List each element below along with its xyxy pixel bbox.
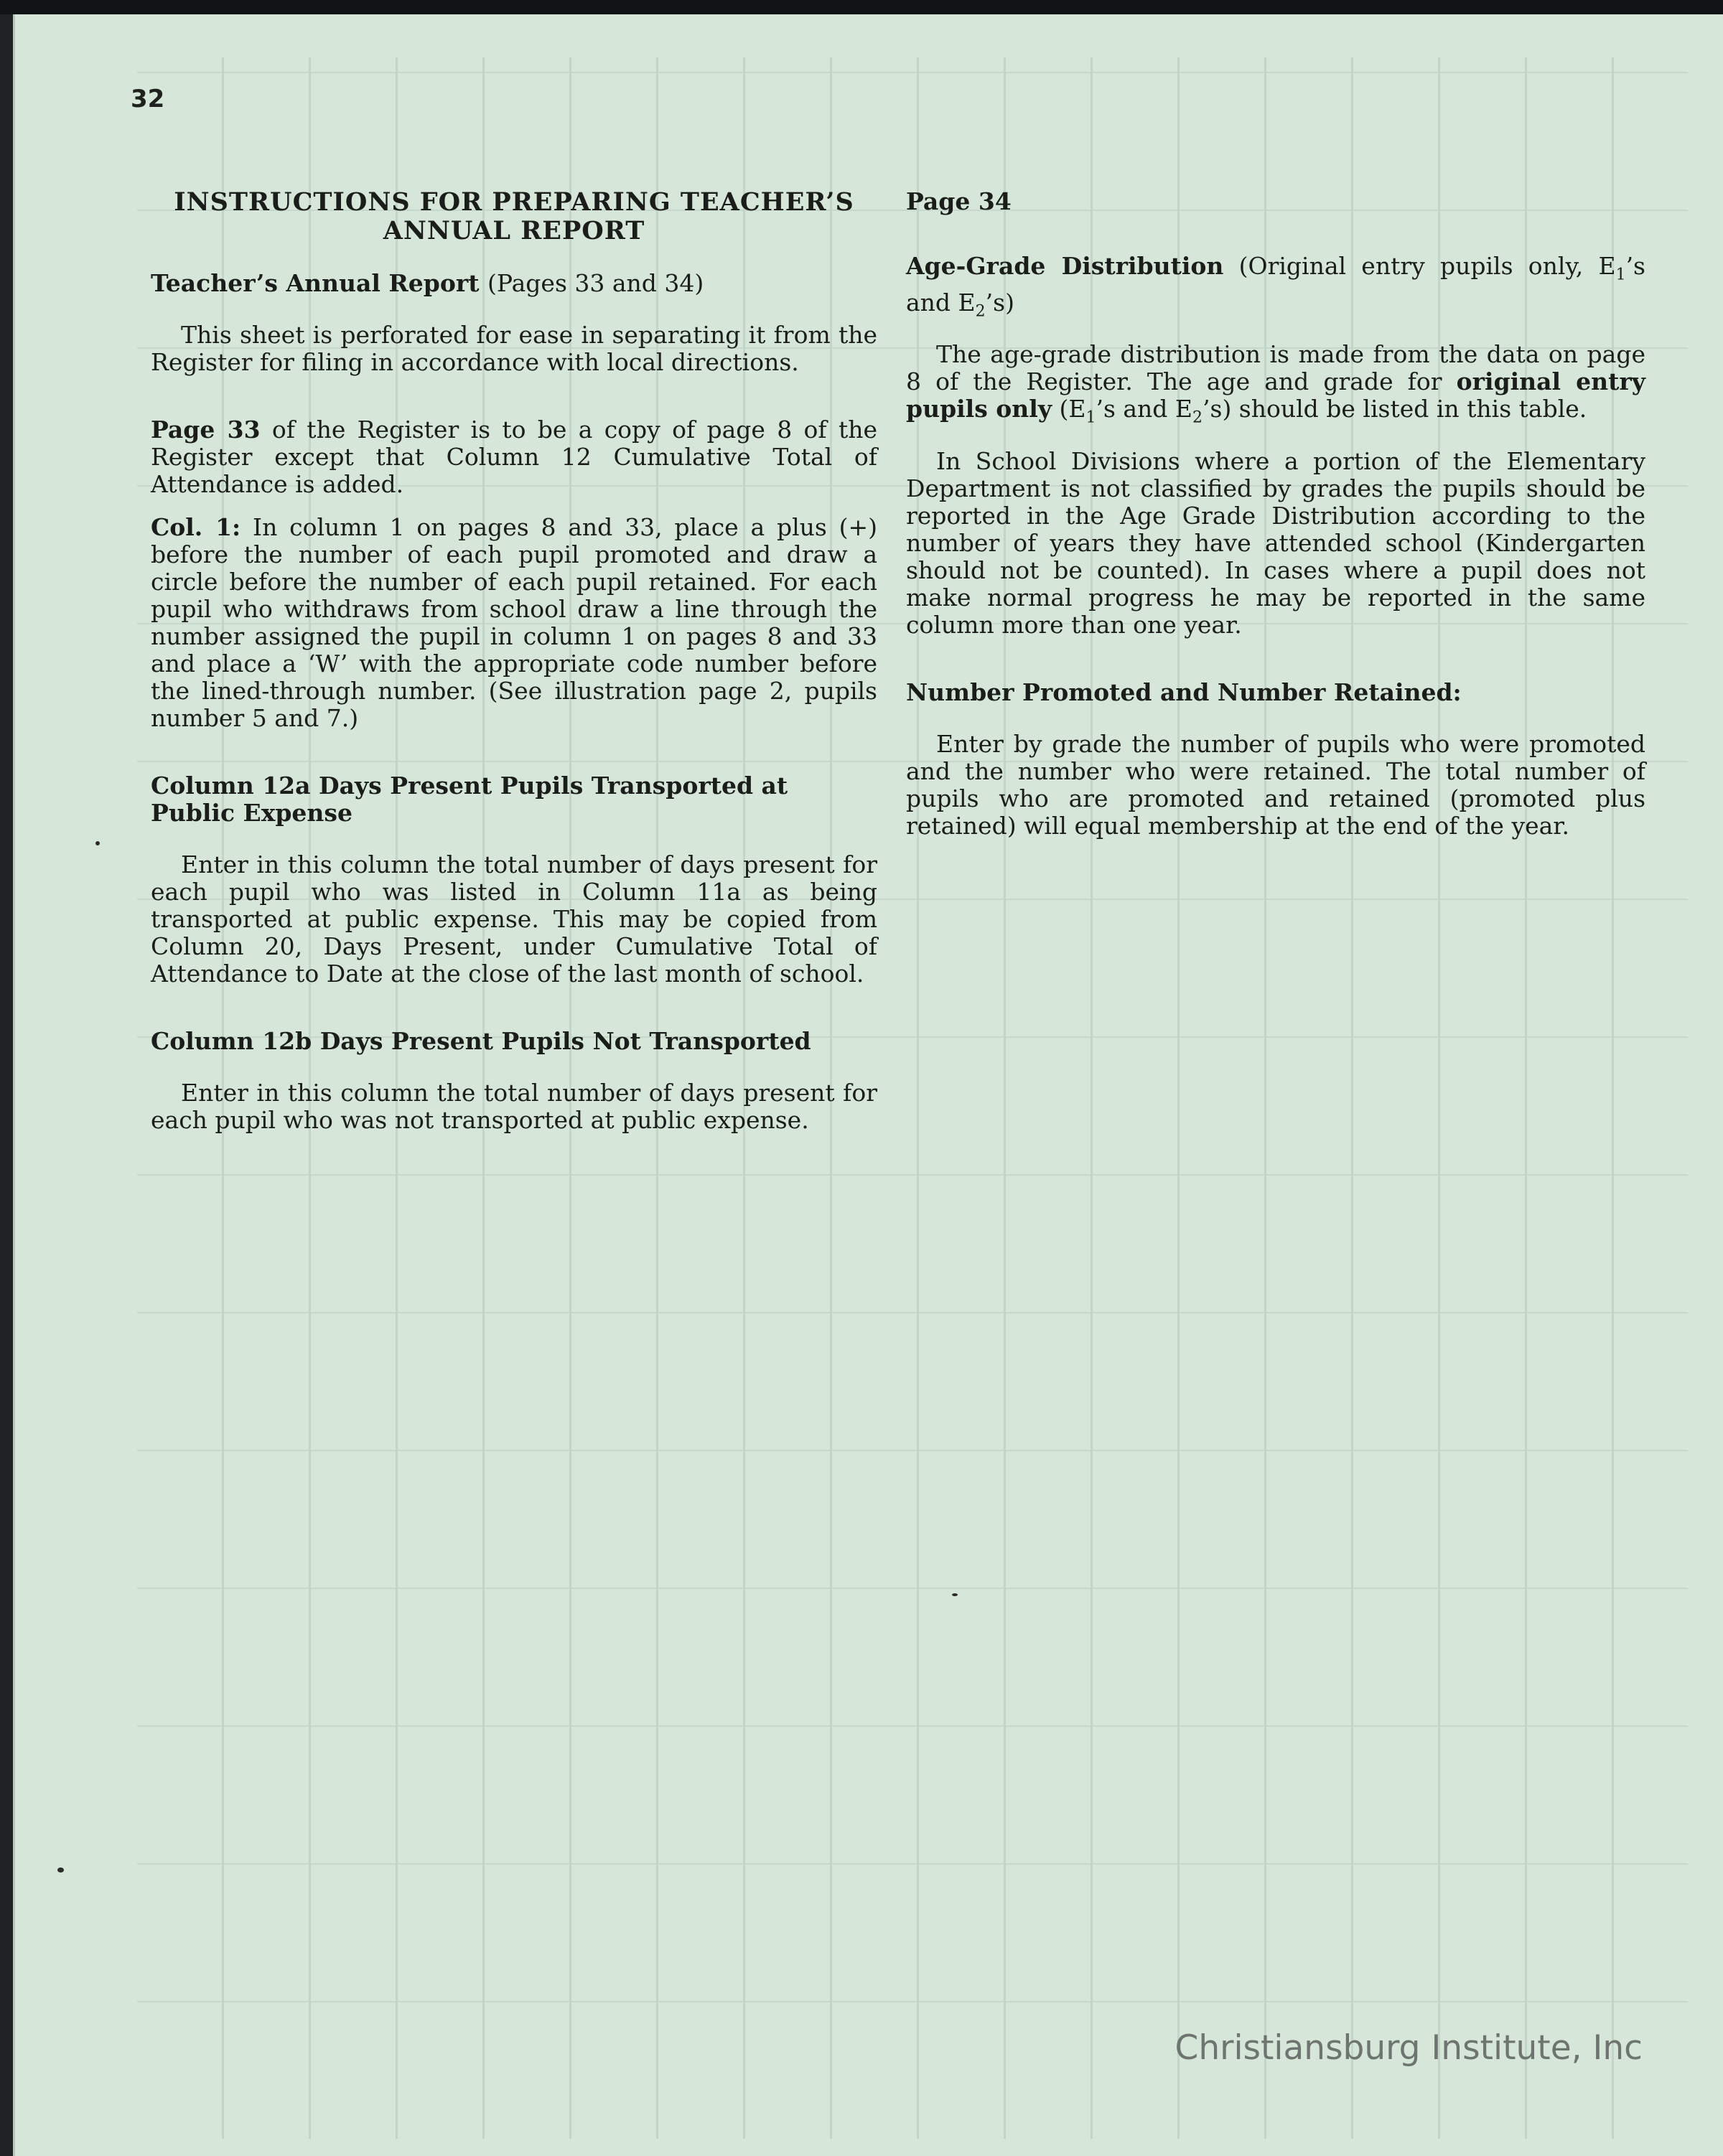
section-column-12b-heading: Column 12b Days Present Pupils Not Transported [151, 1027, 811, 1055]
subscript-2: 2 [975, 302, 986, 321]
age-grade-heading-a: (Original entry pupils only, E [1238, 252, 1616, 280]
age-body-b: (E [1059, 395, 1086, 423]
watermark: Christiansburg Institute, Inc [1175, 2028, 1643, 2068]
heading-suffix: (Pages 33 and 34) [487, 269, 704, 297]
paragraph-col-1 [151, 514, 877, 732]
age-grade-heading [906, 253, 1645, 325]
scan-speck [952, 1593, 958, 1596]
age-grade-heading-b: ’s and E [906, 252, 1645, 317]
scan-speck [57, 1867, 64, 1873]
page-number: 32 [131, 85, 165, 113]
heading-bold: Teacher’s Annual Report [151, 269, 480, 297]
left-column [151, 188, 877, 1134]
paragraph-promoted-retained: Enter by grade the number of pupils who were promoted and the number who were retained. The total number of pupils who are promoted and retained (promoted plus retained) will equal membership at the end of the year. [906, 729, 1645, 840]
right-column [906, 188, 1645, 840]
age-grade-heading-bold: Age-Grade Distribution [906, 252, 1224, 280]
paragraph-school-divisions: In School Divisions where a portion of the Elementary Department is not classified by grades the pupils should be reported in the Age Grade Distribution according to the number of years they have attended school (Kindergarten should not be counted). In cases where a pupil does not make normal progress he may be reported in the same column more than one year. [906, 446, 1645, 639]
age-body-c: ’s and E [1096, 395, 1193, 423]
age-body-bold: original entry pupils only [906, 367, 1645, 423]
age-grade-heading-c: ’s) [985, 288, 1014, 317]
section-column-12a-heading: Column 12a Days Present Pupils Transported at Public Expense [151, 772, 788, 827]
subscript-1b: 1 [1085, 408, 1096, 427]
lead-col-1: Col. 1: [151, 513, 241, 541]
subscript-1: 1 [1615, 266, 1626, 284]
subscript-2b: 2 [1192, 408, 1203, 427]
promoted-retained-heading: Number Promoted and Number Retained: [906, 678, 1462, 706]
lead-page-33: Page 33 [151, 416, 261, 444]
page-34-heading: Page 34 [906, 187, 1012, 215]
scan-top-edge [0, 0, 1723, 14]
paragraph-age-grade [906, 341, 1645, 432]
section-teachers-annual-report-heading [151, 270, 877, 297]
paragraph-page-33 [151, 416, 877, 498]
age-body-a: The age-grade distribution is made from the data on page 8 of the Register. The age and grade for [906, 340, 1645, 396]
scan-speck [95, 841, 100, 845]
body-page-33: of the Register is to be a copy of page 8 of the Register except that Column 12 Cumulative Total of Attendance is added. [151, 416, 877, 498]
paragraph-column-12b: Enter in this column the total number of days present for each pupil who was not transported at public expense. [151, 1079, 877, 1134]
paragraph-perforated: This sheet is perforated for ease in separating it from the Register for filing in accordance with local directions. [151, 321, 877, 376]
paragraph-column-12a: Enter in this column the total number of days present for each pupil who was listed in Column 11a as being transported at public expense. This may be copied from Column 20, Days Present, under Cumulative Total of Attendance to Date at the close of the last month of school. [151, 850, 877, 988]
document-title: INSTRUCTIONS FOR PREPARING TEACHER’S ANNUAL REPORT [174, 187, 854, 245]
age-body-d: ’s) should be listed in this table. [1203, 395, 1587, 423]
body-col-1: In column 1 on pages 8 and 33, place a plus (+) before the number of each pupil promoted and draw a circle before the number of each pupil retained. For each pupil who withdraws from school draw a line through the number assigned the pupil in column 1 on pages 8 and 33 and place a ‘W’ with the appropriate code number before the lined-through number. (See illustration page 2, pupils number 5 and 7.) [151, 513, 878, 732]
